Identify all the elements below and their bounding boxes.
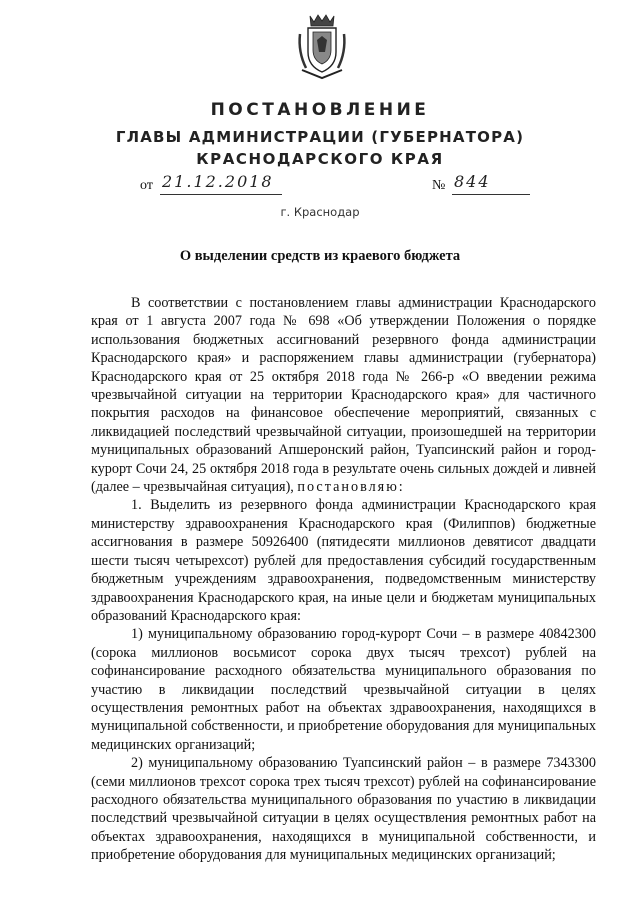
document-subject: О выделении средств из краевого бюджета bbox=[179, 248, 461, 264]
number-prefix: № bbox=[432, 178, 446, 193]
number-field: 844 bbox=[452, 172, 530, 195]
item-1-paragraph: 1. Выделить из резервного фонда администрации Краснодарского края министерству здравоохранения Краснодарского края (Филиппов) бюджетные ассигнования в размере 50926400 (пятидесяти миллионов девятисот двадцати шести тысяч четырехсот) рублей для предоставления субсидий государственным бюджетным учреждениям здравоохранения, подведомственным министерству здравоохранения Краснодарского края, на иные цели и бюджетам муниципальных образований Краснодарского края: bbox=[91, 497, 596, 624]
item-1-2-paragraph: 2) муниципальному образованию Туапсинский район – в размере 7343300 (семи миллионов трехсот сорока трех тысяч трехсот) рублей на софинансирование расходного обязательства муниципального образования по участию в ликвидации последствий чрезвычайной ситуации в целях осуществления ремонтных работ на объектах здравоохранения, находящихся в муниципальной собственности, и приобретение оборудования для муниципальных медицинских организаций; bbox=[91, 755, 596, 864]
authority-title: ГЛАВЫ АДМИНИСТРАЦИИ (ГУБЕРНАТОРА) bbox=[115, 128, 525, 146]
resolution-word: постановляю: bbox=[297, 479, 405, 496]
intro-text: В соответствии с постановлением главы администрации Краснодарского края от 1 августа 2007 года № 698 «Об утверждении Положения о порядке использования бюджетных ассигнований резервного фонда администрации Краснодарского края» и распоряжением главы администрации (губернатора) Краснодарского края от 25 октября 2018 года № 266-р «О введении режима чрезвычайной ситуации на территории Краснодарского края» для частичного покрытия расходов на финансовое обеспечение мероприятий, связанных с ликвидацией последствий чрезвычайной ситуации, произошедшей на территории муниципальных образований Апшеронский район, Туапсинский район и город-курорт Сочи 24, 25 октября 2018 года в результате очень сильных дождей и ливней (далее – чрезвычайная ситуация), bbox=[91, 295, 596, 496]
intro-paragraph bbox=[91, 294, 596, 496]
document-type-title: ПОСТАНОВЛЕНИЕ bbox=[210, 100, 430, 120]
region-title: КРАСНОДАРСКОГО КРАЯ bbox=[196, 150, 444, 168]
city-label: г. Краснодар bbox=[280, 205, 360, 219]
date-field: 21.12.2018 bbox=[160, 172, 282, 195]
date-prefix: от bbox=[140, 178, 153, 193]
document-body bbox=[91, 294, 596, 865]
coat-of-arms-icon bbox=[296, 12, 348, 82]
item-1-1-paragraph: 1) муниципальному образованию город-курорт Сочи – в размере 40842300 (сорока миллионов восьмисот сорока двух тысяч трехсот) рублей на софинансирование расходного обязательства муниципального образования по участию в ликвидации последствий чрезвычайной ситуации в целях осуществления ремонтных работ на объектах здравоохранения, находящихся в муниципальной собственности, и приобретение оборудования для муниципальных медицинских организаций; bbox=[91, 626, 596, 753]
